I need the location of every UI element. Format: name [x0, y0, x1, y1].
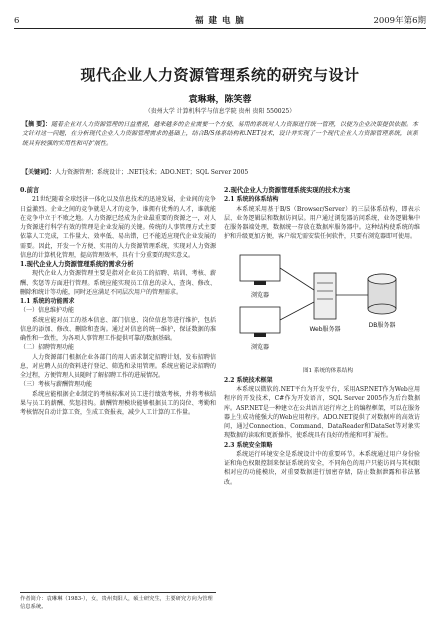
running-head — [14, 14, 426, 29]
paragraph: 21世纪随着全球经济一体化以及信息技术的迅速发展，企业间的竞争日益激烈。企业之间的竞争就是人才的竞争，谁拥有优秀的人才，谁就能在竞争中立于不败之地。人力资源已经成为企业最重要的资源之一，对人力资源进行科学有效的管理是企业发展的关键。传统的人事管理方式主要依靠人工完成，工作量大、效率低、易出错，已不能适应现代企业发展的需要。因此，开发一个方便、实用的人力资源管理系统，实现对人力资源信息的计算机化管理，提高管理效率，具有十分重要的现实意义。 — [20, 196, 216, 259]
paragraph: 系统应能根据企业制定的考核标准对员工进行绩效考核，并将考核结果与员工的薪酬、奖惩挂钩。薪酬管理模块能够根据员工的岗位、考勤和考核情况自动计算工资，生成工资报表，减少人工计算的工作量。 — [20, 390, 216, 416]
connector-line — [280, 268, 314, 290]
abstract-label: 【摘 要】： — [22, 121, 52, 128]
paragraph: 系统运行环境安全是系统设计中的重要环节。本系统通过用户身份验证和角色权限控制来保证系统的安全，不同角色的用户只能访问与其权限相对应的功能模块，对重要数据进行加密存储，防止数据泄露和非法篡改。 — [224, 450, 420, 486]
keywords — [22, 168, 418, 177]
right-column — [224, 186, 420, 586]
connector-line — [280, 302, 314, 320]
abstract-text: 随着企业对人力资源管理的日益重视，越来越多的企业需要一个方便、易用的系统对人力资源进行统一管理，以便为企业决策提供依据。本文针对这一问题，在分析现代企业人力资源管理需求的基础上，结合B/S体系结构和.NET技术，设计并实现了一个现代企业人力资源管理系统，该系统具有较强的实用性和可扩展性。 — [22, 121, 418, 147]
subsection-heading: 1.1 系统的功能需求 — [20, 298, 75, 305]
architecture-diagram — [232, 245, 412, 355]
paragraph: 本系统以微软的.NET平台为开发平台，采用ASP.NET作为Web应用程序的开发技术，C#作为开发语言，SQL Server 2005作为后台数据库。ASP.NET是一种建立在公共语言运行库之上的编程框架，可以在服务器上生成功能强大的Web应用程序。ADO.NET提供了对数据库的高效访问，通过Connection、Command、DataReader和DataSet等对象实现数据的读取和更新操作，使系统具有良好的性能和可扩展性。 — [224, 386, 420, 440]
section-heading: 2.现代企业人力资源管理系统实现的技术方案 — [224, 187, 351, 194]
paragraph: 人力资源部门根据企业各部门的用人需求制定招聘计划，发布招聘信息，对应聘人员的资料进行登记、筛选和录用管理。系统应能记录招聘的全过程，方便管理人员随时了解招聘工作的进展情况。 — [20, 353, 216, 379]
architecture-figure — [224, 245, 420, 365]
journal-name: 福 建 电 脑 — [195, 16, 245, 26]
keywords-text: 人力资源管理；系统设计；.NET技术；ADO.NET；SQL Server 2005 — [55, 169, 249, 176]
issue-label: 2009年第6期 — [373, 16, 426, 26]
left-column — [20, 186, 216, 586]
browser-node-2 — [240, 307, 280, 351]
subsection-heading: 2.3 系统安全策略 — [224, 441, 273, 449]
section-heading: 0.前言 — [20, 187, 40, 194]
server-icon — [314, 273, 336, 319]
article-authors: 袁琳琳，陈笑蓉 — [188, 95, 252, 105]
keywords-label: 【关键词】： — [22, 169, 56, 176]
section-heading: 1.现代企业人力资源管理系统的需求分析 — [20, 261, 134, 268]
paragraph: 现代企业人力资源管理主要是指对企业员工的招聘、培训、考核、薪酬、奖惩等方面进行管理。系统应能实现员工信息的录入、查询、修改、删除和统计等功能，同时还应满足不同层次用户的管理需求。 — [20, 270, 216, 296]
web-server-label: Web服务器 — [309, 325, 341, 333]
subsection-heading: 2.1 系统的体系结构 — [224, 196, 279, 204]
paragraph: 本系统采用基于B/S（Browser/Server）的三层体系结构，即表示层、业务逻辑层和数据访问层。用户通过浏览器访问系统，业务逻辑集中在服务器端处理，数据统一存放在数据库服务器中。这种结构使系统的维护和升级更加方便，客户端无需安装任何软件，只要有浏览器即可使用。 — [224, 205, 420, 241]
sub-subsection-heading: （一）信息维护功能 — [20, 307, 75, 315]
author-affiliation: （贵州大学 计算机科学与信息学院 贵州 贵阳 550025） — [144, 108, 296, 115]
monitor-icon — [240, 255, 280, 281]
browser-label-2: 浏览器 — [250, 343, 270, 351]
article-title: 现代企业人力资源管理系统的研究与设计 — [80, 66, 360, 84]
figure-caption: 图1 系统的体系结构 — [302, 367, 354, 374]
abstract — [22, 120, 418, 148]
paragraph: 系统应能对员工的基本信息、部门信息、岗位信息等进行维护，包括信息的添加、修改、删除和查询。通过对信息的统一维护，保证数据的准确性和一致性，为各项人事管理工作提供可靠的数据基础。 — [20, 316, 216, 342]
db-server-label: DB服务器 — [368, 321, 396, 329]
author-footnote: 作者简介：袁琳琳（1983-），女，贵州贵阳人，硕士研究生，主要研究方向为管理信息系统。 — [20, 592, 216, 611]
browser-label-1: 浏览器 — [250, 291, 270, 299]
page-number: 6 — [14, 16, 20, 26]
monitor-stand — [254, 281, 266, 285]
db-server-node — [368, 274, 396, 329]
monitor-stand — [254, 333, 266, 337]
subsection-heading: 2.2 系统技术框架 — [224, 376, 273, 384]
browser-node-1 — [240, 255, 280, 299]
sub-subsection-heading: （二）招聘管理功能 — [20, 344, 75, 352]
monitor-icon — [240, 307, 280, 333]
sub-subsection-heading: （三）考核与薪酬管理功能 — [20, 381, 93, 389]
web-server-node — [309, 273, 340, 333]
